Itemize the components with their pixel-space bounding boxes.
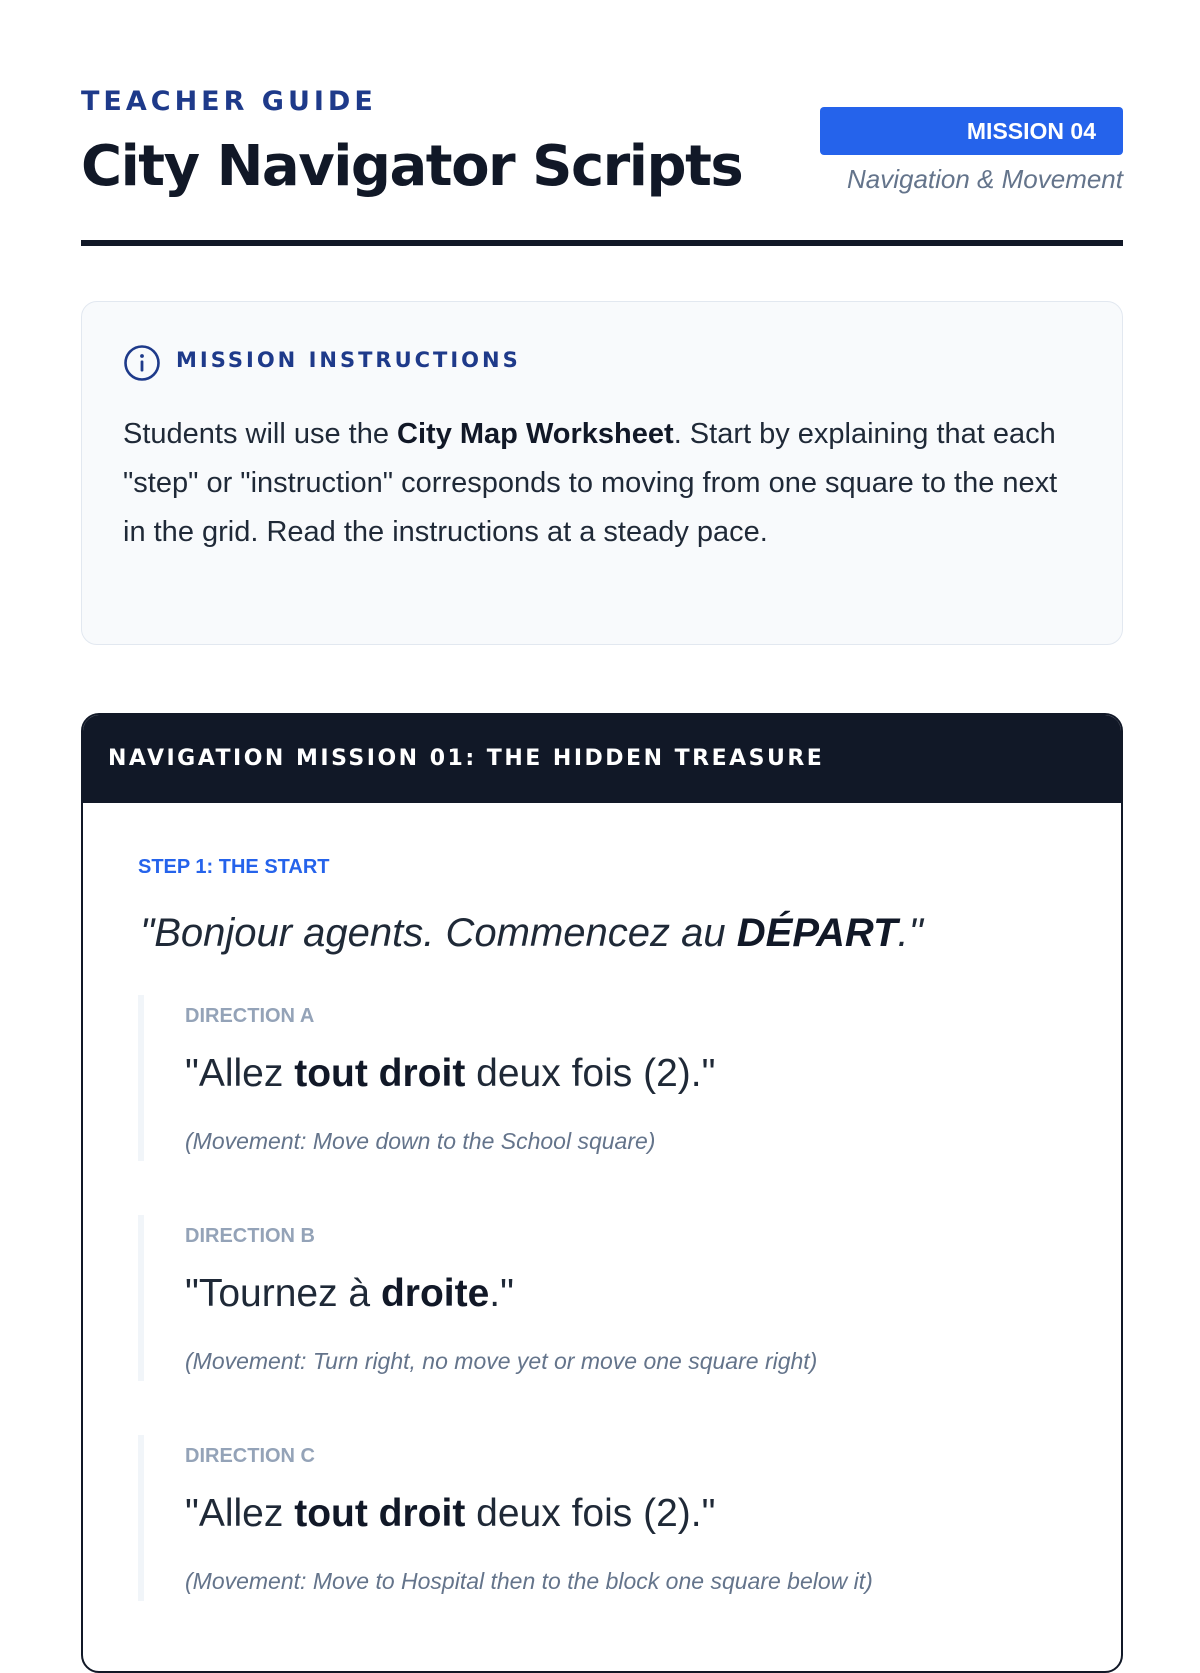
direction-quote-keyword: tout droit bbox=[294, 1052, 466, 1095]
step-quote-end: ." bbox=[897, 911, 923, 955]
step-quote-keyword: DÉPART bbox=[736, 911, 898, 955]
step-quote bbox=[140, 911, 923, 956]
direction-quote-start: "Allez bbox=[185, 1052, 295, 1095]
direction-label: DIRECTION C bbox=[185, 1445, 315, 1467]
direction-quote-start: "Tournez à bbox=[185, 1272, 381, 1315]
direction-quote-keyword: droite bbox=[380, 1272, 490, 1315]
instructions-text-start: Students will use the bbox=[123, 418, 398, 450]
worksheet-name: City Map Worksheet bbox=[397, 418, 674, 450]
direction-note: (Movement: Move to Hospital then to the block one square below it) bbox=[185, 1568, 873, 1594]
direction-quote bbox=[185, 1272, 514, 1316]
direction-label: DIRECTION A bbox=[185, 1005, 315, 1027]
direction-quote-keyword: tout droit bbox=[294, 1492, 466, 1535]
mission-title: NAVIGATION MISSION 01: THE HIDDEN TREASURE bbox=[108, 746, 825, 771]
direction-quote-end: deux fois (2)." bbox=[465, 1052, 716, 1095]
direction-quote bbox=[185, 1492, 715, 1536]
info-icon bbox=[123, 344, 161, 382]
direction-quote-end: ." bbox=[489, 1272, 514, 1315]
direction-c bbox=[138, 1435, 1044, 1601]
direction-quote-start: "Allez bbox=[185, 1492, 295, 1535]
direction-note: (Movement: Move down to the School square) bbox=[185, 1128, 656, 1154]
direction-note: (Movement: Turn right, no move yet or move one square right) bbox=[185, 1348, 818, 1374]
direction-quote bbox=[185, 1052, 715, 1096]
header-divider bbox=[81, 240, 1123, 246]
direction-quote-end: deux fois (2)." bbox=[465, 1492, 716, 1535]
mission-badge: MISSION 04 bbox=[820, 107, 1123, 155]
instructions-text-end: . Start by explaining that each "step" or "instruction" corresponds to moving from one square to the next in the grid. Read the instructions at a steady pace. bbox=[123, 418, 1058, 548]
instructions-heading: MISSION INSTRUCTIONS bbox=[176, 348, 521, 372]
direction-label: DIRECTION B bbox=[185, 1225, 315, 1247]
instructions-text bbox=[123, 410, 1073, 557]
page-title: City Navigator Scripts bbox=[81, 134, 743, 199]
step-quote-start: "Bonjour agents. Commencez au bbox=[140, 911, 737, 955]
direction-b bbox=[138, 1215, 1044, 1381]
page-eyebrow: TEACHER GUIDE bbox=[81, 86, 377, 117]
page-header bbox=[81, 84, 1123, 244]
page-subtitle: Navigation & Movement bbox=[846, 164, 1123, 194]
mission-card-header bbox=[83, 715, 1121, 803]
direction-a bbox=[138, 995, 1044, 1161]
mission-instructions-box bbox=[81, 301, 1123, 645]
navigation-mission-card bbox=[81, 713, 1123, 1673]
step-label: STEP 1: THE START bbox=[138, 856, 330, 878]
